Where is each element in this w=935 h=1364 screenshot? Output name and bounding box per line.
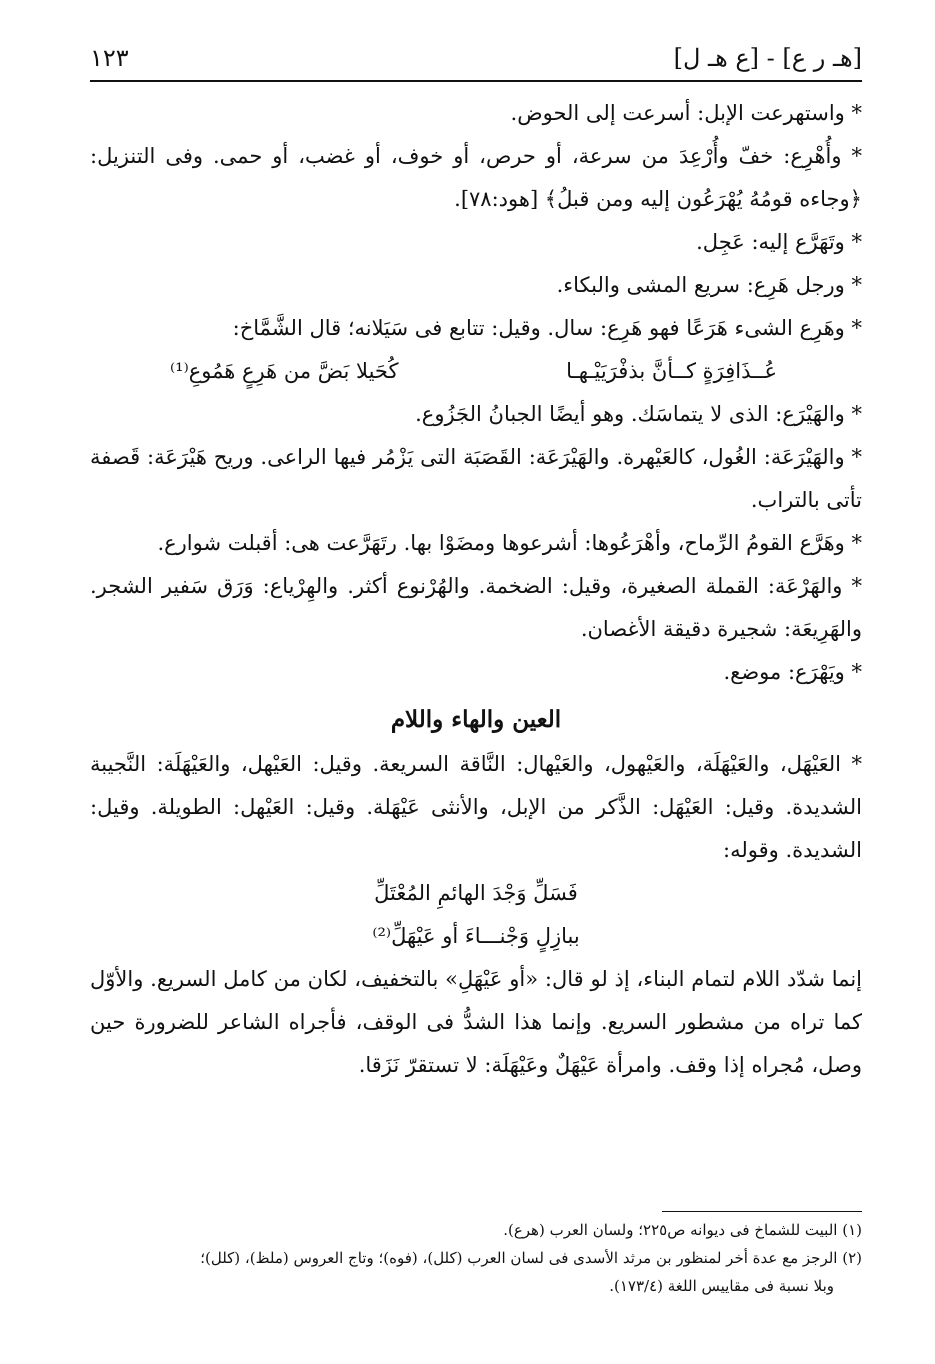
entry-paragraph: إنما شدّد اللام لتمام البناء، إذ لو قال: «أو عَيْهَلِ» بالتخفيف، لكان من كامل السريع. والأوّل كما تراه من مشطور السريع. وإنما هذا الشدُّ فى الوقف، فأجراه الشاعر للضرورة حين وصل، مُجراه إذا وقف. وامرأة عَيْهَلٌ وعَيْهَلَة: لا تستقرّ نَزَقا. bbox=[90, 967, 862, 1077]
footnote: (٢) الرجز مع عدة أخر لمنظور بن مرثد الأسدى فى لسان العرب (كلل)، (فوه)؛ وتاج العروس (ملظ)، (كلل)؛ bbox=[200, 1249, 862, 1267]
entry-paragraph: * وهَرِع الشىء هَرَعًا فهو هَرِع: سال. وقيل: تتابع فى سَيَلانه؛ قال الشَّمَّاخ: bbox=[232, 316, 862, 340]
verse-hemistich-first: عُــذَافِرَةٍ كــأنَّ بذفْرَيَيْـهـا bbox=[566, 359, 777, 383]
verse-hemistich-second: كُحَيلا بَضَّ من هَرِعٍ هَمُوعِ⁽¹⁾ bbox=[170, 359, 399, 383]
entry-paragraph: * ويَهْرَع: موضع. bbox=[723, 660, 862, 684]
poetry-verse bbox=[90, 350, 862, 393]
entry-paragraph: * والهَيْرَعَة: الغُول، كالعَيْهرة. والهَيْرَعَة: القَصَبَة التى يَزْمُر فيها الراعى. وريح هَيْرَعَة: قَصفة تأتى بالتراب. bbox=[90, 445, 862, 512]
entry-paragraph: * العَيْهَل، والعَيْهَلَة، والعَيْهول، والعَيْهال: النَّاقة السريعة. وقيل: العَيْهل، والعَيْهَلَة: النَّجيبة الشديدة. وقيل: العَيْهَل: الذَّكر من الإبل، والأنثى عَيْهَلة. وقيل: العَيْهل: الطويلة. وقيل: الشديدة. وقوله: bbox=[90, 752, 862, 862]
footnote-continuation: وبلا نسبة فى مقاييس اللغة (١٧٣/٤). bbox=[609, 1277, 834, 1295]
entry-paragraph: * وأُهْرِع: خفّ وأُرْعِدَ من سرعة، أو حرص، أو خوف، أو غضب، أو حمى. وفى التنزيل: ﴿وجاءه قومُهُ يُهْرَعُون إليه ومن قبلُ﴾ [هود:٧٨]. bbox=[90, 144, 862, 211]
rajaz-line: فَسَلِّ وَجْدَ الهائمِ المُعْتَلِّ bbox=[374, 881, 578, 905]
section-heading: العين والهاء واللام bbox=[390, 706, 562, 733]
footnotes bbox=[90, 1216, 862, 1300]
entry-paragraph: * ورجل هَرِع: سريع المشى والبكاء. bbox=[556, 273, 862, 297]
page-body bbox=[90, 92, 862, 1087]
entry-paragraph: * واستهرعت الإبل: أسرعت إلى الحوض. bbox=[510, 101, 862, 125]
footnote: (١) البيت للشماخ فى ديوانه ص٢٢٥؛ ولسان العرب (هرع). bbox=[503, 1221, 862, 1239]
entry-paragraph: * وتَهَرَّع إليه: عَجِل. bbox=[696, 230, 862, 254]
entry-paragraph: * وهَرَّع القومُ الرِّماح، وأهْرَعُوها: أشرعوها ومضَوْا بها. رتَهَرَّعت هى: أقبلت شوارع. bbox=[157, 531, 862, 555]
footnote-rule bbox=[662, 1211, 862, 1212]
running-title: [هـ ر ع] - [ع هـ ل] bbox=[673, 44, 862, 72]
entry-paragraph: * والهَيْرَع: الذى لا يتماسَك. وهو أيضًا الجبانُ الجَزُوع. bbox=[415, 402, 862, 426]
rajaz-line: ببازِلٍ وَجْنـــاءَ أو عَيْهَلِّ⁽²⁾ bbox=[372, 924, 580, 948]
page-header bbox=[90, 40, 862, 76]
header-rule bbox=[90, 80, 862, 82]
entry-paragraph: * والهَرْعَة: القملة الصغيرة، وقيل: الضخمة. والهُرْنوع أكثر. والهِرْياع: وَرَق سَفير الشجر. والهَرِيعَة: شجيرة دقيقة الأغصان. bbox=[90, 574, 862, 641]
page-number: ١٢٣ bbox=[90, 44, 129, 72]
